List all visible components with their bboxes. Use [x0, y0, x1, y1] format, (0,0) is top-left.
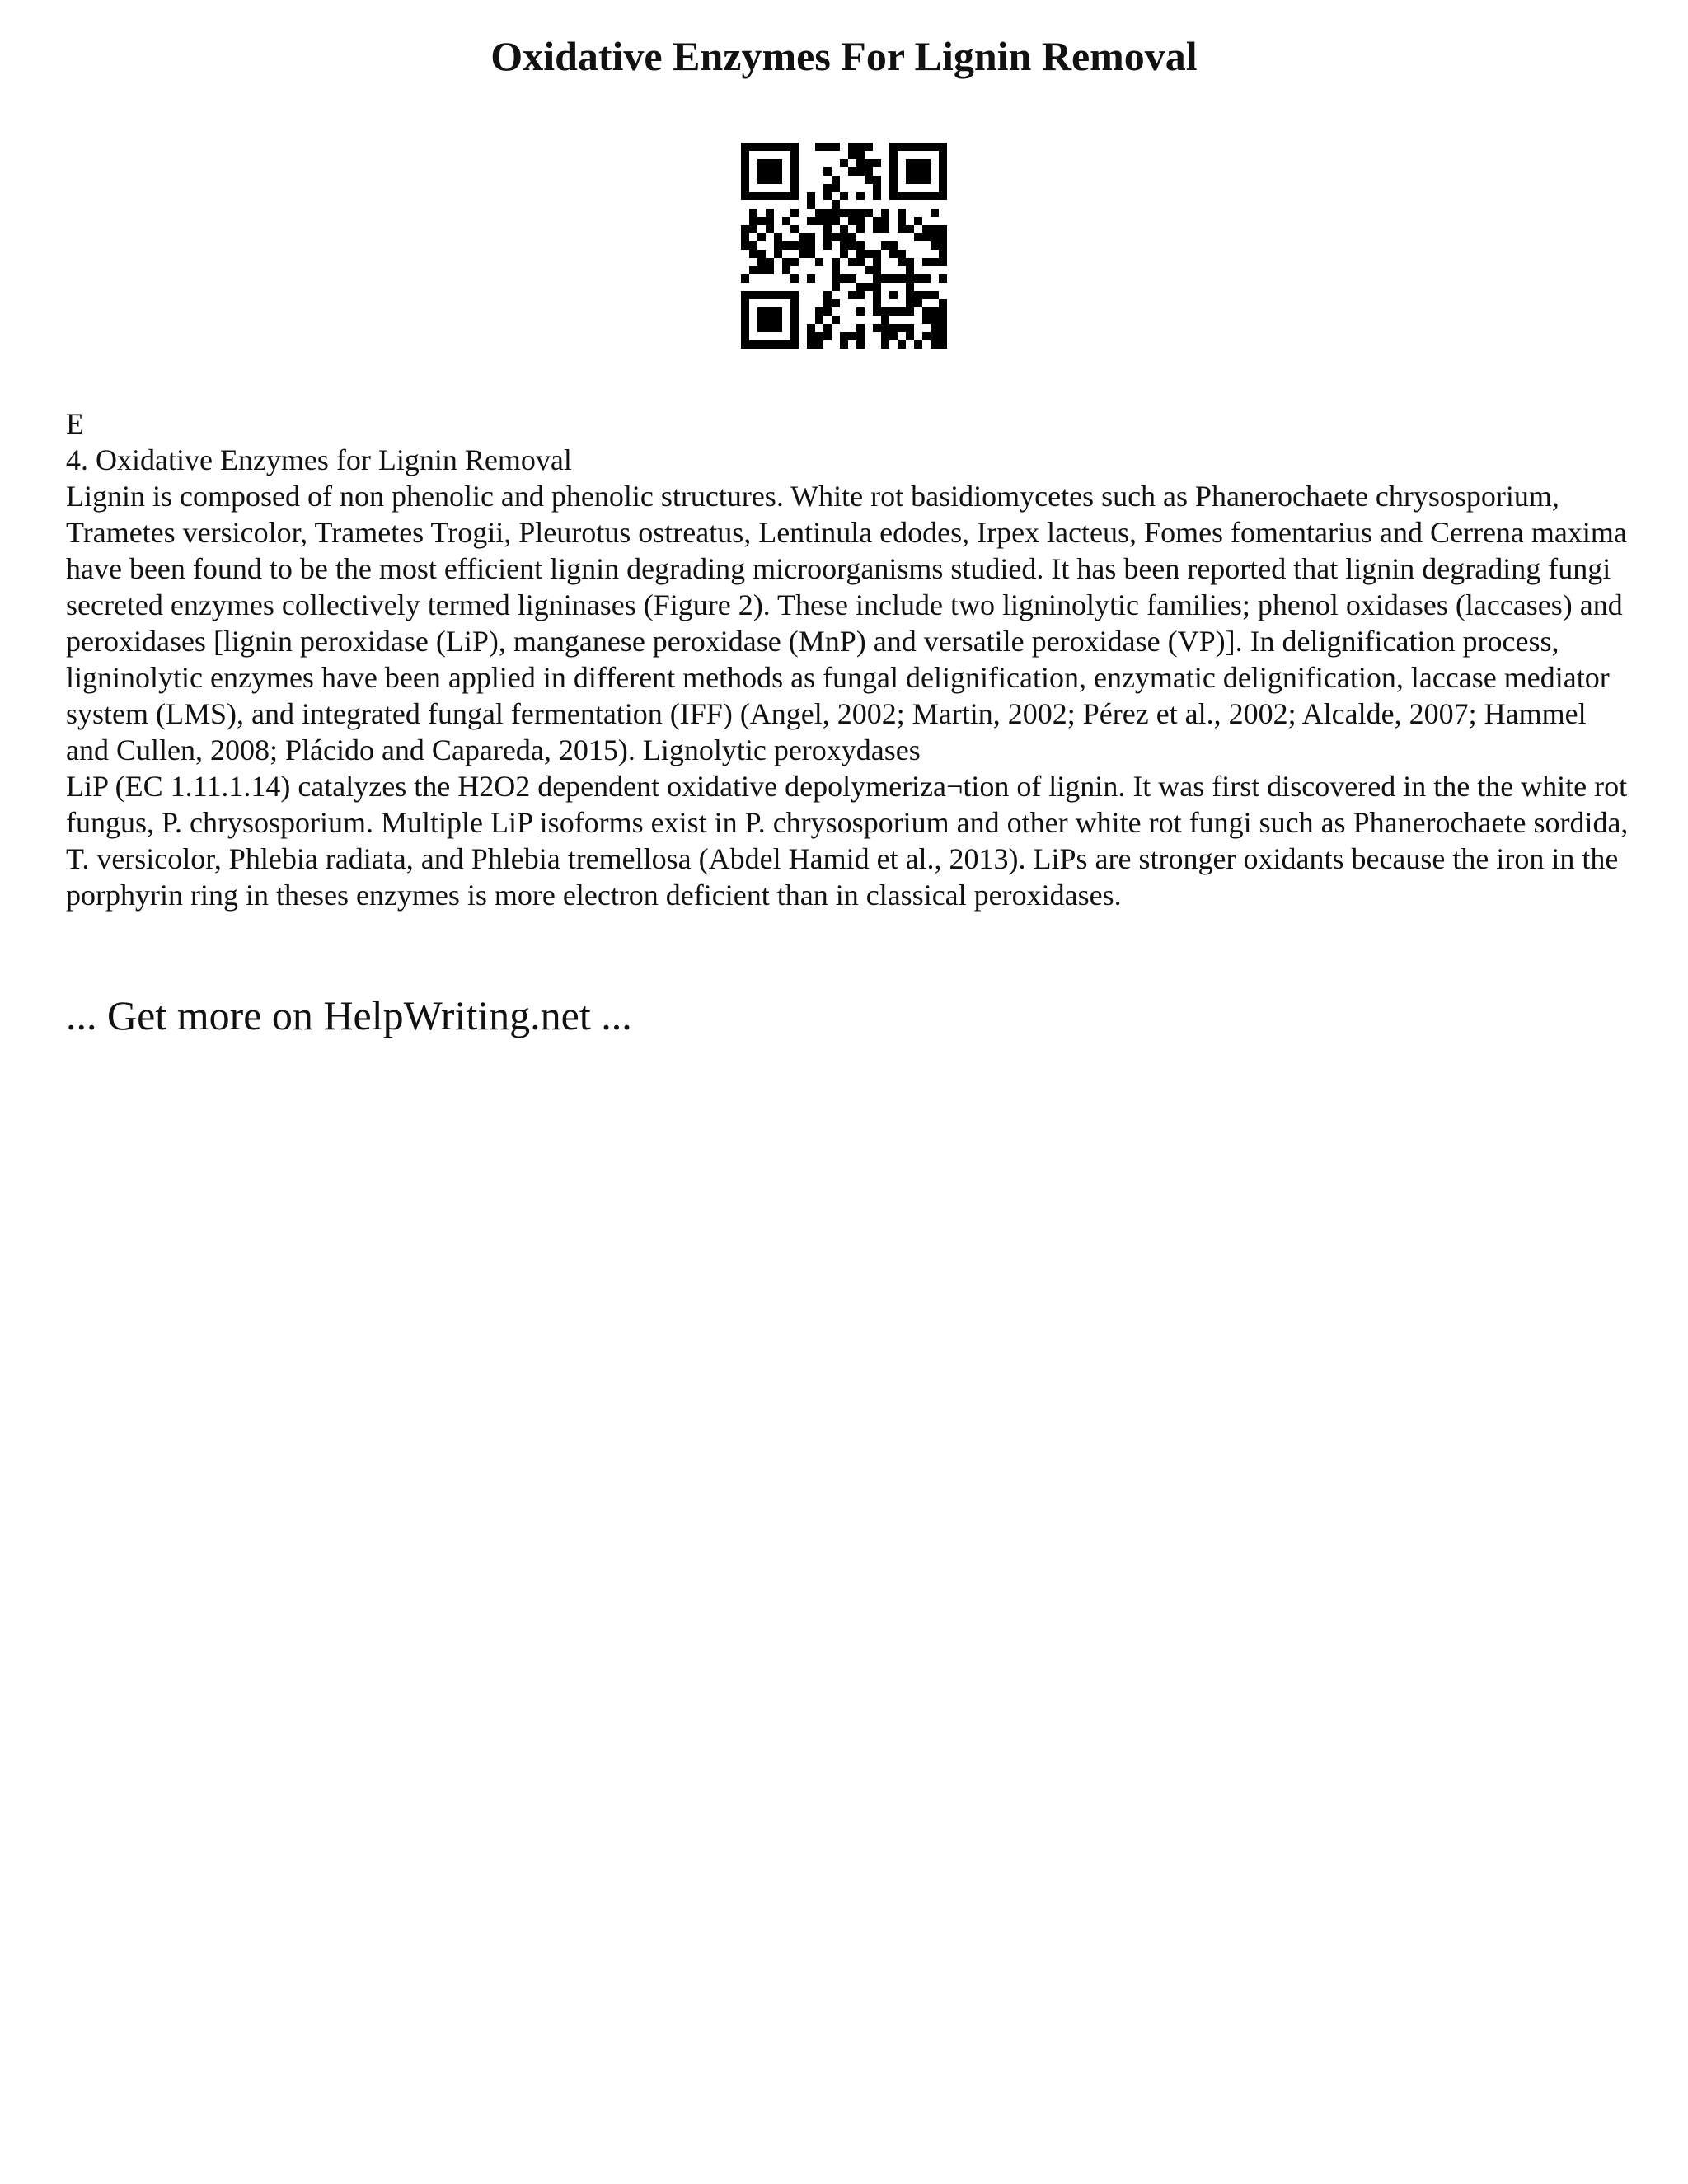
qr-code-icon	[741, 143, 947, 349]
body-paragraph-lignin: Lignin is composed of non phenolic and phenolic structures. White rot basidiomycetes such as Phanerochaete chrysosporium, Trametes versicolor, Trametes Trogii, Pleurotus ostreatus, Lentinula edodes, Irpex lacteus, Fomes fomentarius and Cerrena maxima have been found to be the most efficient lignin degrading microorganisms studied. It has been reported that lignin degrading fungi secreted enzymes collectively termed ligninases (Figure 2). These include two ligninolytic families; phenol oxidases (laccases) and peroxidases [lignin peroxidase (LiP), manganese peroxidase (MnP) and versatile peroxidase (VP)]. In delignification process, ligninolytic enzymes have been applied in different methods as fungal delignification, enzymatic delignification, laccase mediator system (LMS), and integrated fungal fermentation (IFF) (Angel, 2002; Martin, 2002; Pérez et al., 2002; Alcalde, 2007; Hammel and Cullen, 2008; Plácido and Capareda, 2015). Lignolytic peroxydases	[66, 480, 1627, 766]
body-paragraph-lip: LiP (EC 1.11.1.14) catalyzes the H2O2 dependent oxidative depolymeriza¬tion of lignin. It was first discovered in the the white rot fungus, P. chrysosporium. Multiple LiP isoforms exist in P. chrysosporium and other white rot fungi such as Phanerochaete sordida, T. versicolor, Phlebia radiata, and Phlebia tremellosa (Abdel Hamid et al., 2013). LiPs are stronger oxidants because the iron in the porphyrin ring in theses enzymes is more electron deficient than in classical peroxidases.	[66, 770, 1629, 912]
body-line-e: E	[66, 407, 84, 440]
section-heading: 4. Oxidative Enzymes for Lignin Removal	[66, 443, 572, 476]
document-title: Oxidative Enzymes For Lignin Removal	[490, 33, 1198, 79]
get-more-link[interactable]: ... Get more on HelpWriting.net ...	[66, 992, 632, 1038]
document-body	[66, 405, 1632, 913]
